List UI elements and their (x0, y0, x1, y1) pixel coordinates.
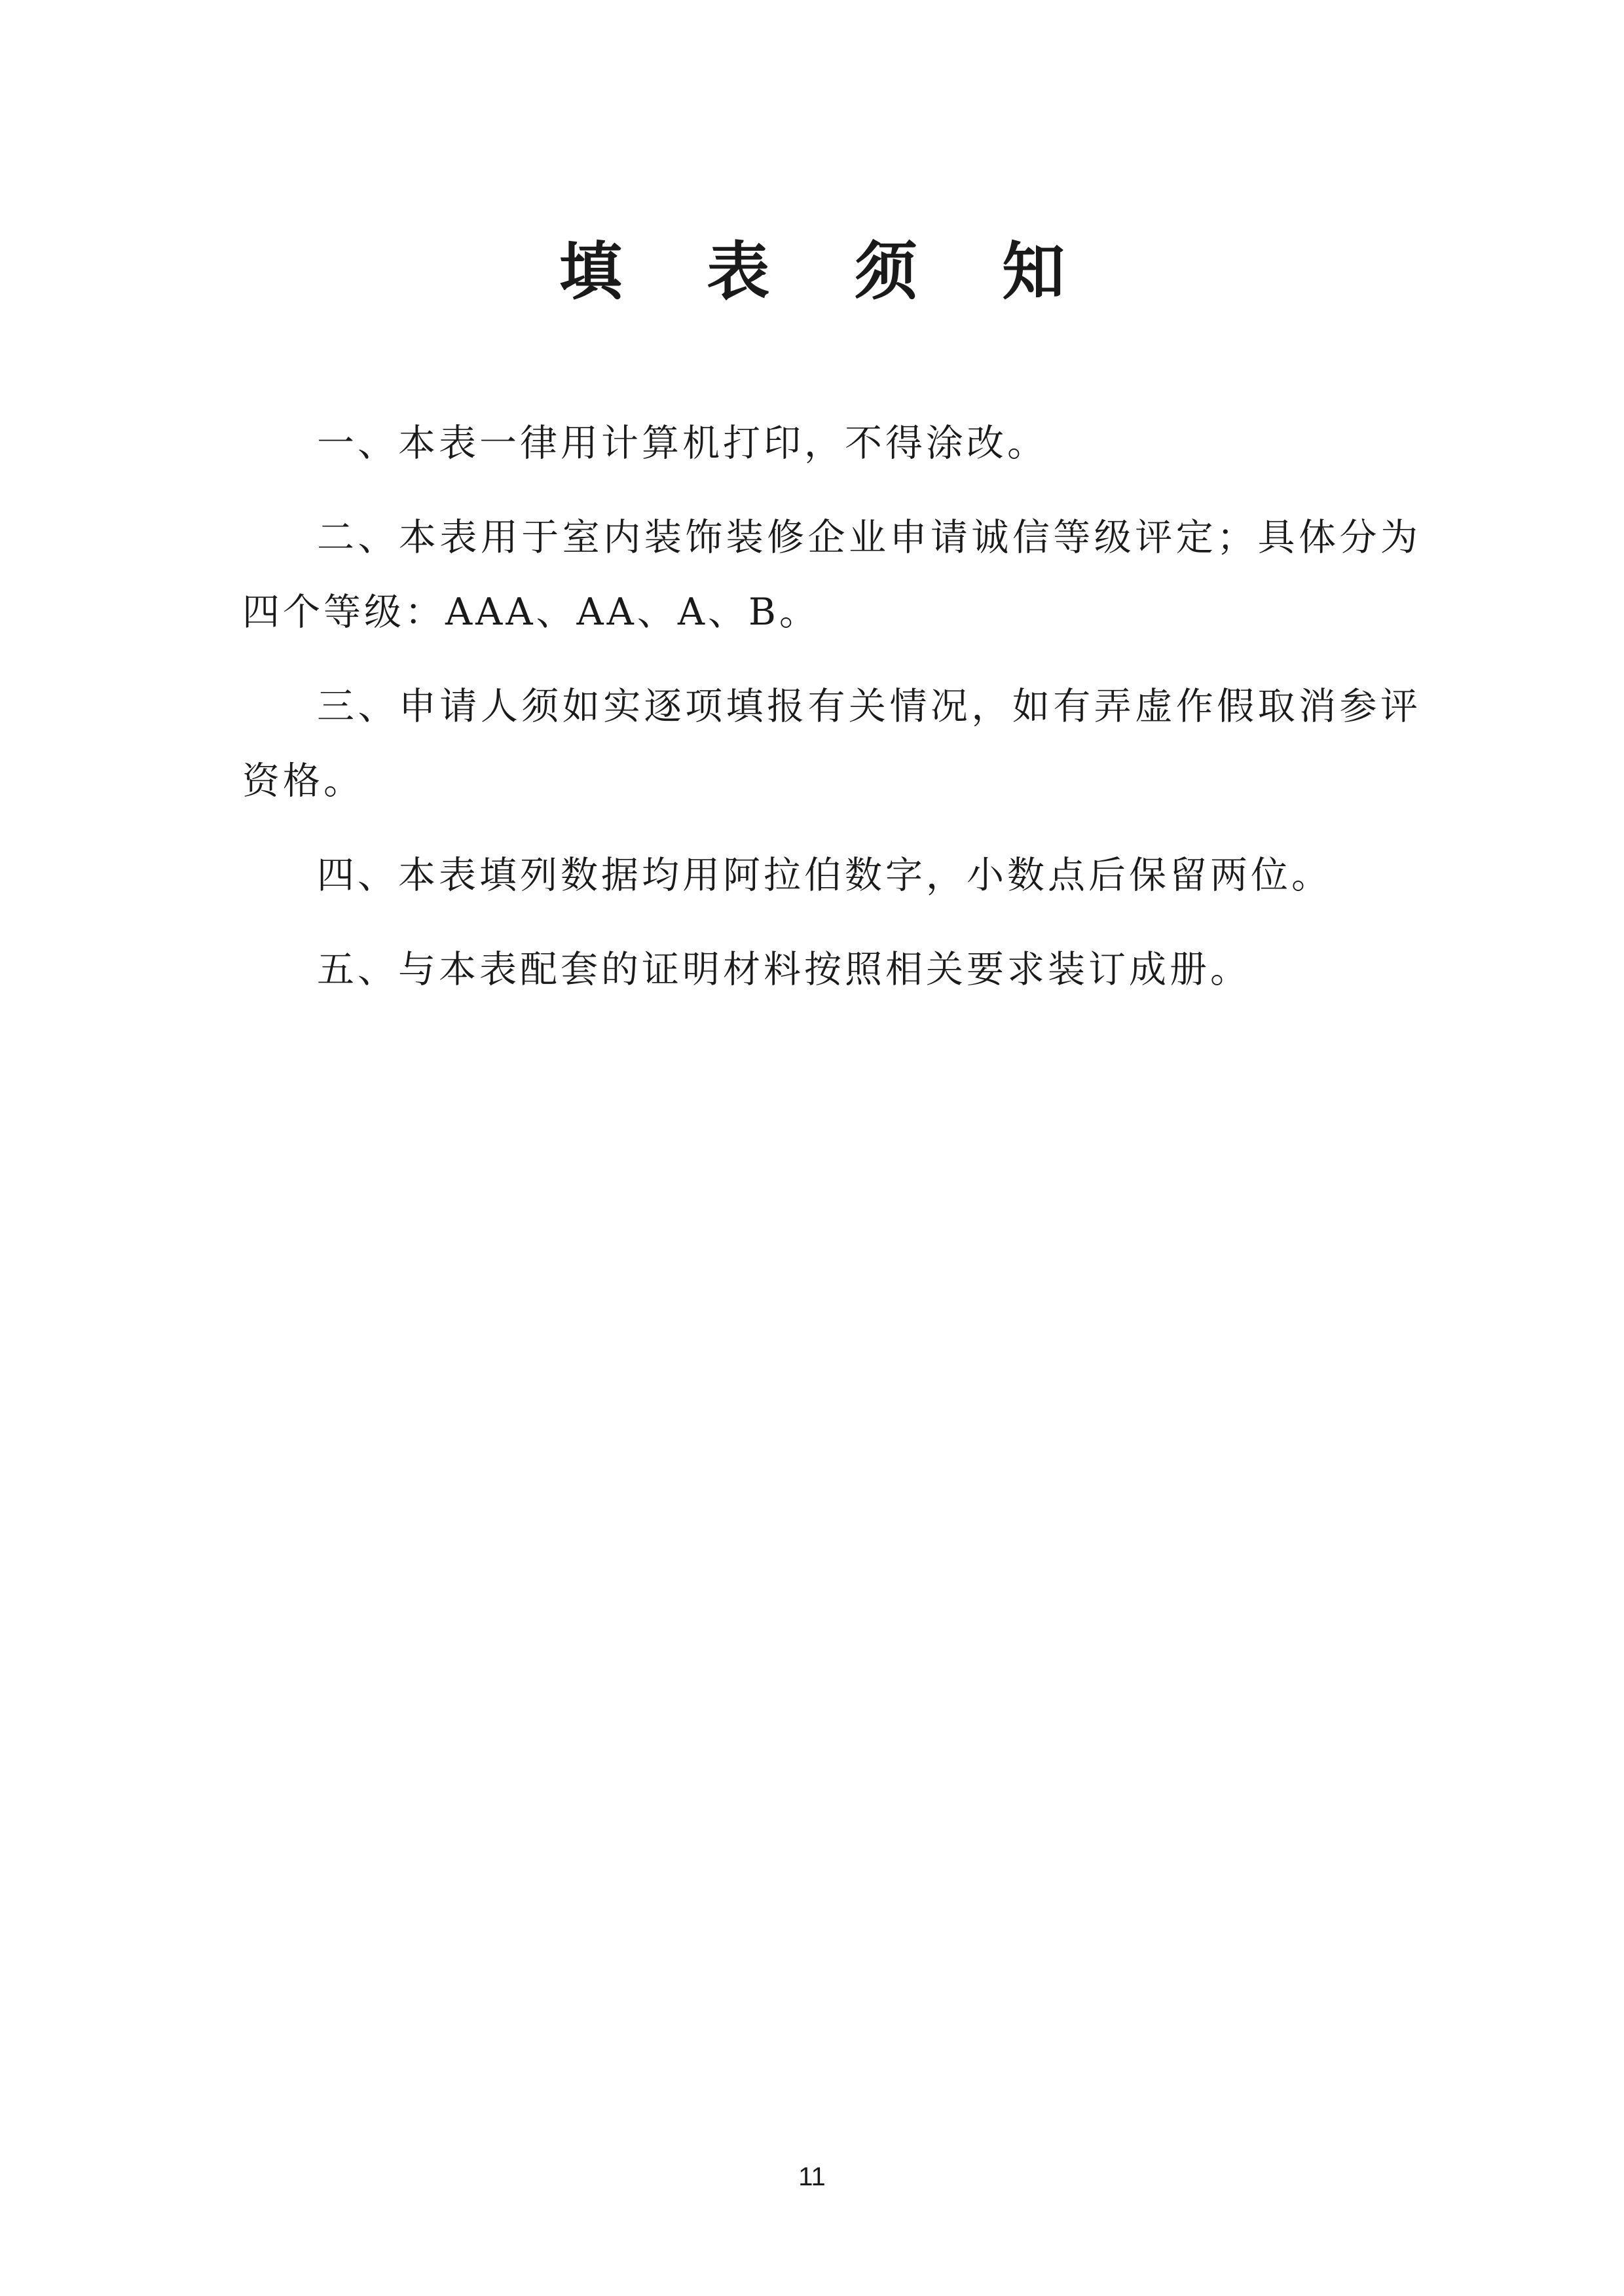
instruction-item-1: 一、本表一律用计算机打印，不得涂改。 (317, 422, 1048, 465)
instruction-item-4: 四、本表填列数据均用阿拉伯数字，小数点后保留两位。 (317, 854, 1332, 897)
page-title: 填 表 须 知 (559, 234, 1097, 308)
instruction-item-2: 二、本表用于室内装饰装修企业申请诚信等级评定；具体分为四个等级：AAA、AA、A、B。 (242, 516, 1421, 634)
instructions-body (242, 406, 1421, 1027)
instruction-item-3: 三、申请人须如实逐项填报有关情况，如有弄虚作假取消参评资格。 (242, 685, 1421, 803)
instruction-item-5: 五、与本表配套的证明材料按照相关要求装订成册。 (317, 948, 1251, 991)
page-number: 11 (798, 2162, 826, 2191)
